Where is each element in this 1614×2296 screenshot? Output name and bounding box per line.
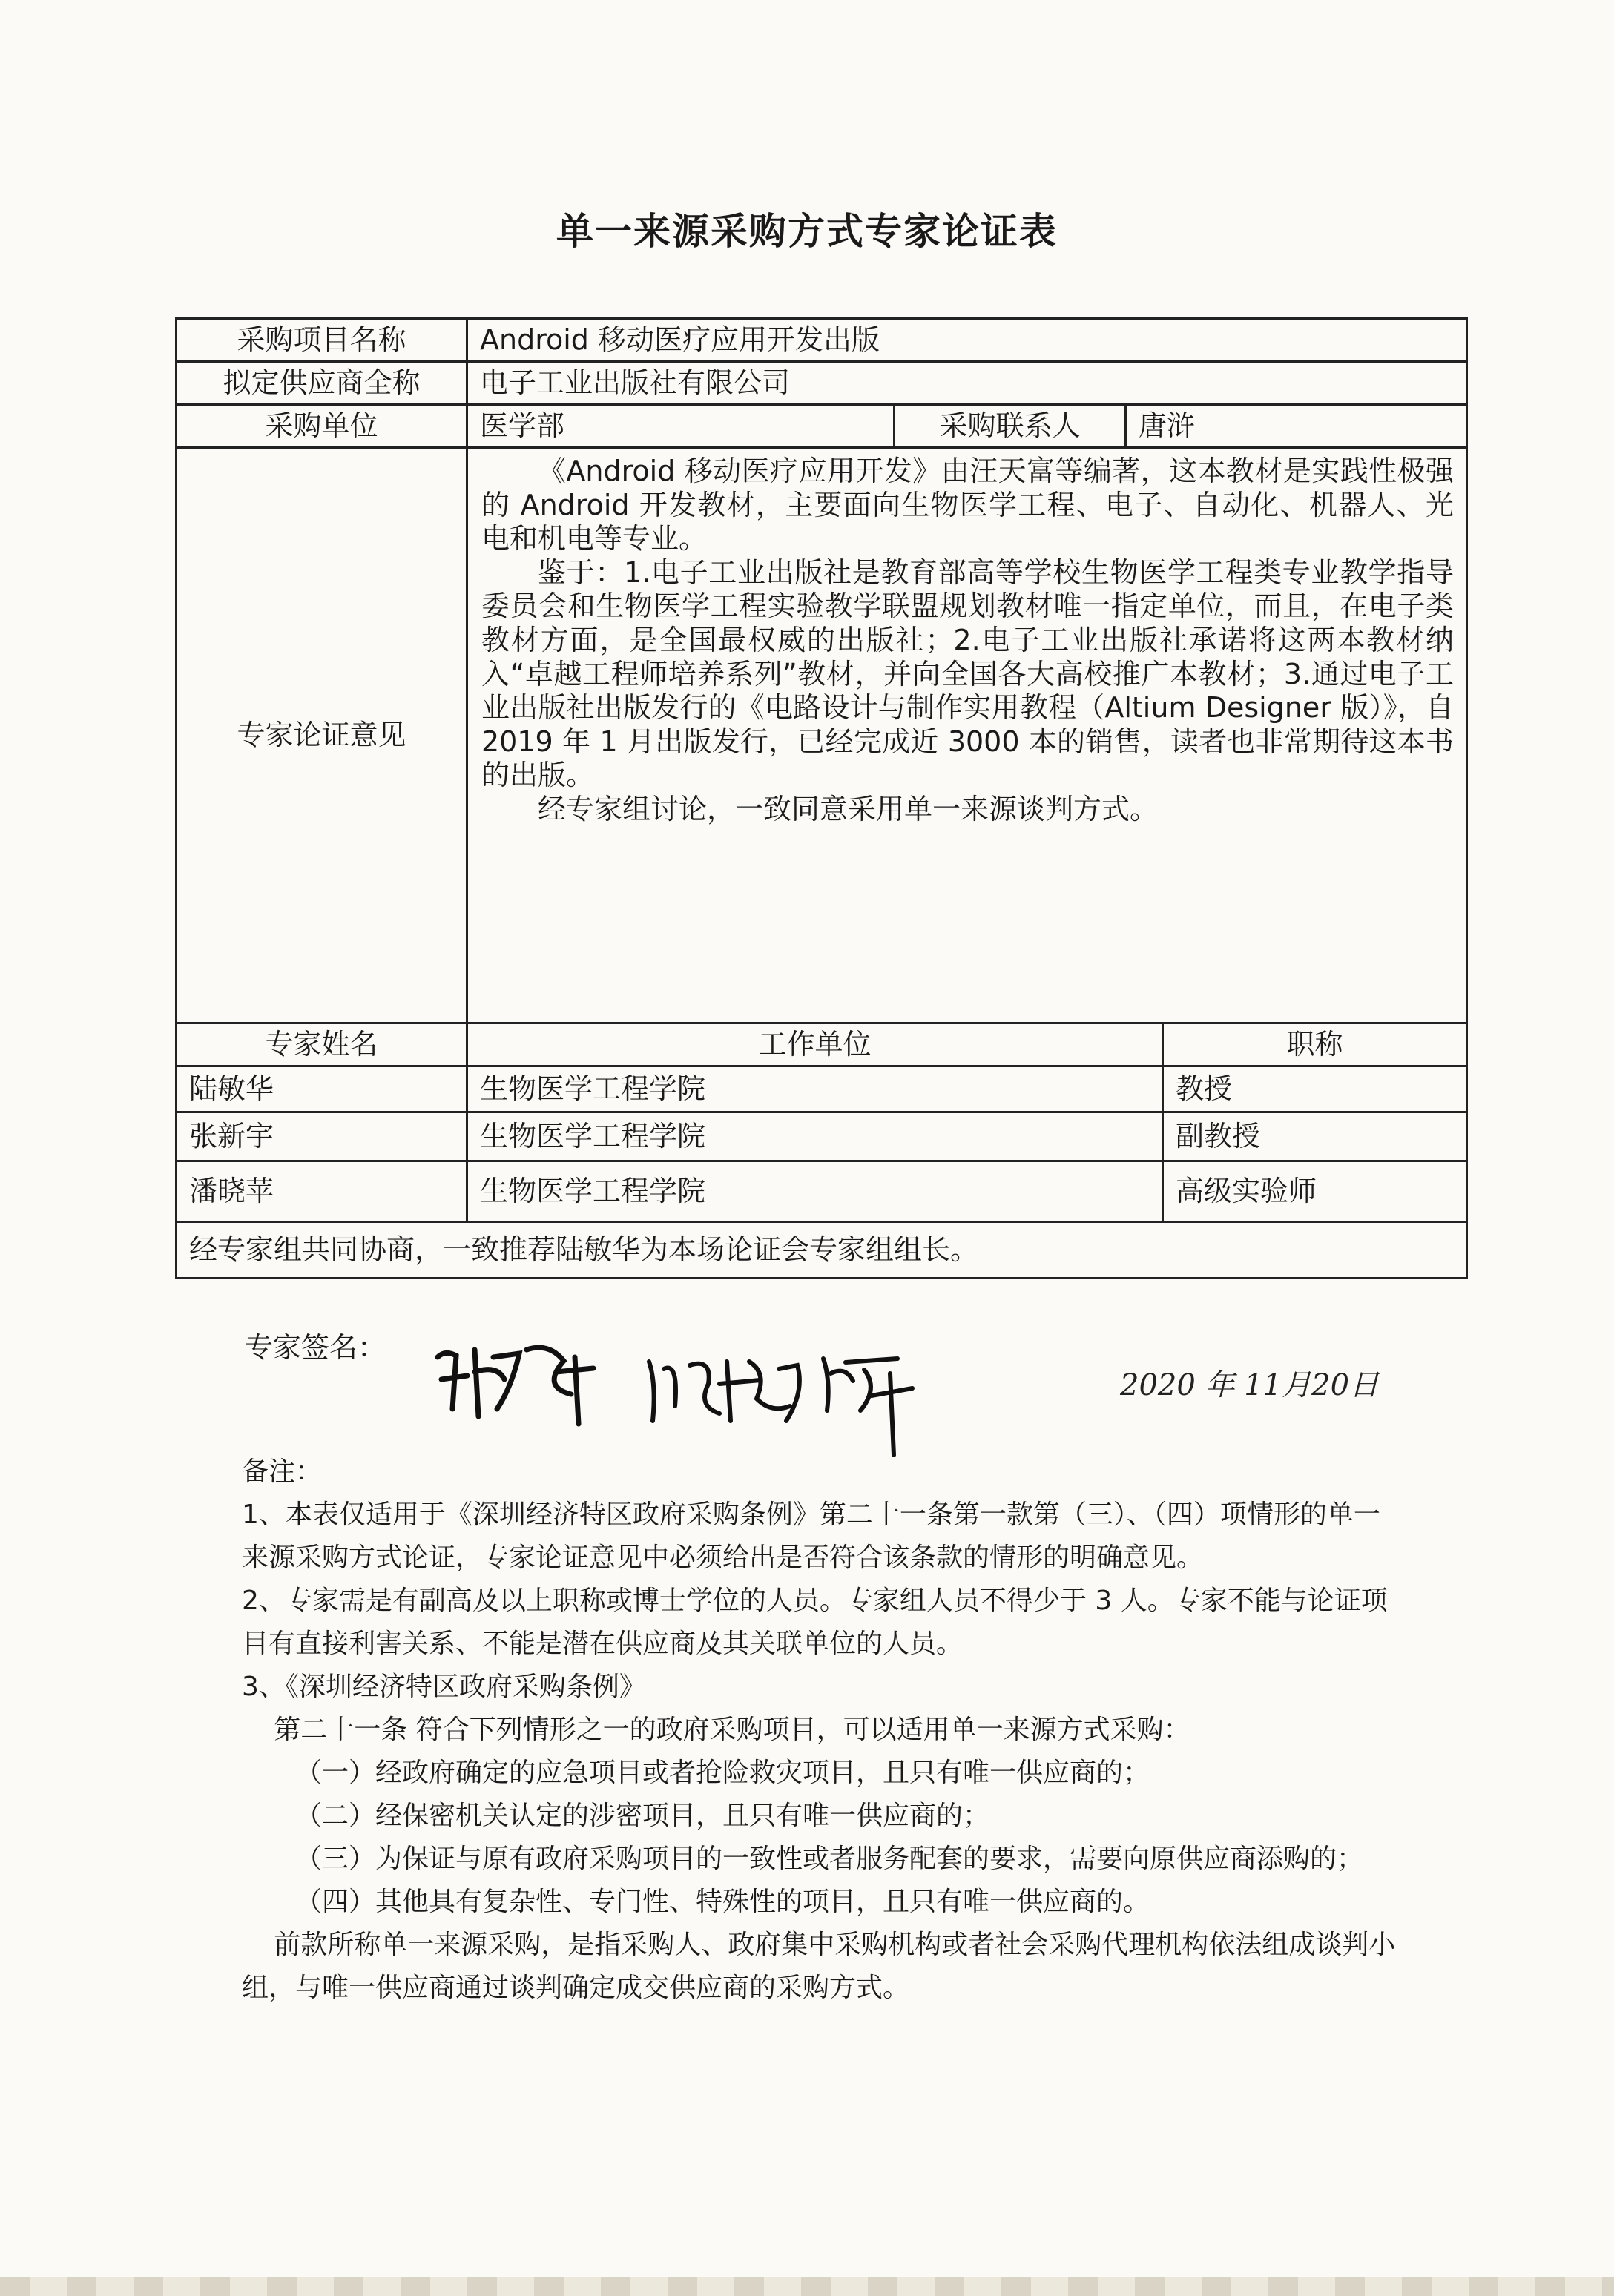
page-title: 单一来源采购方式专家论证表: [556, 210, 1058, 253]
signature-label: 专家签名：: [245, 1331, 386, 1364]
leader-note: 经专家组共同协商，一致推荐陆敏华为本场论证会专家组组长。: [177, 1222, 1467, 1279]
table-row: [177, 1161, 1467, 1222]
expert-org: 生物医学工程学院: [467, 1161, 1163, 1222]
contact-value: 唐浒: [1126, 405, 1467, 448]
table-row: [177, 1112, 1467, 1161]
opinion-paragraph: 经专家组讨论，一致同意采用单一来源谈判方式。: [538, 792, 1159, 825]
expert-title: 高级实验师: [1163, 1161, 1467, 1222]
expert-org: 生物医学工程学院: [467, 1066, 1163, 1112]
note-item: 2、专家需是有副高及以上职称或博士学位的人员。专家组人员不得少于 3 人。专家不能与论证项目有直接利害关系、不能是潜在供应商及其关联单位的人员。: [242, 1586, 1388, 1659]
note-item: （三）为保证与原有政府采购项目的一致性或者服务配套的要求，需要向原供应商添购的；: [295, 1844, 1364, 1874]
scan-edge: [0, 2277, 1614, 2296]
note-item: 前款所称单一来源采购，是指采购人、政府集中采购机构或者社会采购代理机构依法组成谈判小组，与唯一供应商通过谈判确定成交供应商的采购方式。: [242, 1930, 1396, 2003]
expert-title: 教授: [1163, 1066, 1467, 1112]
supplier-value: 电子工业出版社有限公司: [467, 362, 1467, 405]
table-row: [177, 1066, 1467, 1112]
unit-value: 医学部: [467, 405, 895, 448]
expert-title: 副教授: [1163, 1112, 1467, 1161]
note-item: （四）其他具有复杂性、专门性、特殊性的项目，且只有唯一供应商的。: [295, 1887, 1150, 1917]
project-name-label: 采购项目名称: [177, 319, 467, 362]
opinion-paragraph: 鉴于：1.电子工业出版社是教育部高等学校生物医学工程类专业教学指导委员会和生物医学工程实验教学联盟规划教材唯一指定单位，而且，在电子类教材方面，是全国最权威的出版社；2.电子工业出版社承诺将这两本教材纳入“卓越工程师培养系列”教材，并向全国各大高校推广本教材；3.通过电子工业出版社出版发行的《电路设计与制作实用教程（Altium Designer 版）》，自 2019 年 1 月出版发行，已经完成近 3000 本的销售，读者也非常期待这本书的出版。: [481, 555, 1455, 792]
contact-label: 采购联系人: [895, 405, 1126, 448]
supplier-label: 拟定供应商全称: [177, 362, 467, 405]
opinion-paragraph: 《Android 移动医疗应用开发》由汪天富等编著，这本教材是实践性极强的 Android 开发教材，主要面向生物医学工程、电子、自动化、机器人、光电和机电等专业。: [481, 455, 1455, 555]
notes-heading: 备注：: [242, 1457, 323, 1487]
note-item: 3、《深圳经济特区政府采购条例》: [242, 1672, 646, 1702]
signature-date: 2020 年 11月20日: [1120, 1368, 1380, 1402]
expert-name: 潘晓苹: [177, 1161, 467, 1222]
signature-1: [423, 1327, 616, 1439]
signature-2: [638, 1339, 823, 1436]
expert-org: 生物医学工程学院: [467, 1112, 1163, 1161]
header-work-unit: 工作单位: [467, 1023, 1163, 1066]
note-item: 第二十一条 符合下列情形之一的政府采购项目，可以适用单一来源方式采购：: [274, 1715, 1190, 1745]
notes-section: [242, 1451, 1399, 2010]
note-item: 1、本表仅适用于《深圳经济特区政府采购条例》第二十一条第一款第（三）、（四）项情形的单一来源采购方式论证，专家论证意见中必须给出是否符合该条款的情形的明确意见。: [242, 1500, 1380, 1573]
note-item: （二）经保密机关认定的涉密项目，且只有唯一供应商的；: [295, 1801, 990, 1831]
signature-3: [808, 1344, 927, 1462]
opinion-label: 专家论证意见: [177, 448, 467, 1023]
form-table: [175, 317, 1468, 1024]
project-name-value: Android 移动医疗应用开发出版: [467, 319, 1467, 362]
expert-name: 陆敏华: [177, 1066, 467, 1112]
experts-table: [175, 1022, 1468, 1279]
header-job-title: 职称: [1163, 1023, 1467, 1066]
note-item: （一）经政府确定的应急项目或者抢险救灾项目，且只有唯一供应商的；: [295, 1758, 1150, 1788]
expert-name: 张新宇: [177, 1112, 467, 1161]
opinion-text: [467, 448, 1467, 1023]
header-expert-name: 专家姓名: [177, 1023, 467, 1066]
unit-label: 采购单位: [177, 405, 467, 448]
